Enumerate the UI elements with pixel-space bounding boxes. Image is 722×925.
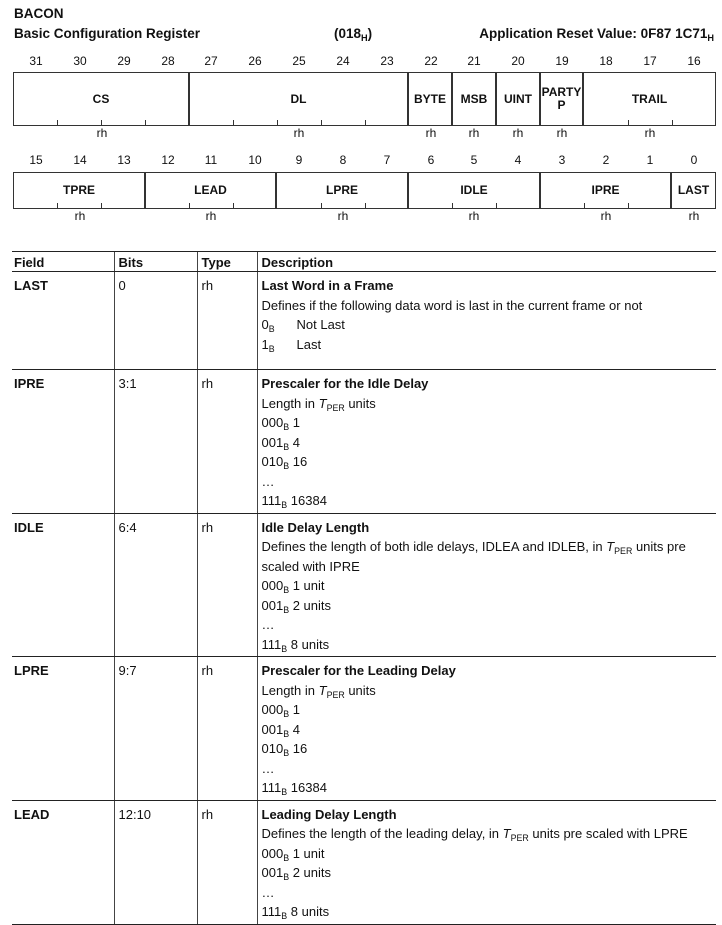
- register-upper: [14, 72, 716, 126]
- field-cell-last: [671, 172, 716, 209]
- register-offset: $(018_H)$: [334, 26, 373, 44]
- type-row-lower: [14, 209, 716, 223]
- bit-number: 27: [204, 54, 218, 68]
- field-label: BYTE: [413, 91, 446, 106]
- field-type: rh: [468, 126, 480, 140]
- desc-ellipsis: …: [261, 884, 275, 900]
- register-full-name: Basic Configuration Register: [14, 26, 201, 41]
- reset-value: [479, 26, 714, 44]
- field-cell-msb: [452, 72, 496, 126]
- field-type: rh: [74, 209, 86, 223]
- row-bits: 3:1: [114, 370, 197, 514]
- bit-number: 25: [292, 54, 306, 68]
- desc-value: $0_B$ Not Last: [261, 317, 345, 335]
- row-type: rh: [197, 657, 257, 801]
- field-type: rh: [205, 209, 217, 223]
- bit-numbers-lower: [14, 153, 716, 167]
- field-type: rh: [688, 209, 700, 223]
- row-field: LAST: [12, 272, 114, 370]
- row-description: [257, 657, 716, 801]
- bit-number: 4: [514, 153, 522, 167]
- table-header-row: [12, 252, 716, 272]
- table-row: [12, 370, 716, 514]
- register-lower: [14, 172, 716, 209]
- bit-number: 3: [558, 153, 566, 167]
- field-type: rh: [425, 126, 437, 140]
- desc-line: Defines if the following data word is last in the current frame or not: [261, 297, 643, 313]
- row-type: rh: [197, 513, 257, 657]
- bit-numbers-upper: [14, 54, 716, 68]
- field-label: IPRE: [591, 183, 620, 197]
- header-type: Type: [197, 252, 257, 272]
- desc-title: Last Word in a Frame: [261, 278, 394, 293]
- bit-number: 6: [427, 153, 435, 167]
- bit-number: 18: [599, 54, 613, 68]
- bit-number: 21: [467, 54, 481, 68]
- desc-line: scaled with IPRE: [261, 558, 360, 574]
- desc-title: Prescaler for the Idle Delay: [261, 376, 429, 391]
- bit-number: 23: [380, 54, 394, 68]
- header-field: Field: [12, 252, 114, 272]
- field-cell-dl: [189, 72, 408, 126]
- bit-number: 2: [602, 153, 610, 167]
- desc-value: $010_B$ 16: [261, 454, 308, 472]
- row-description: [257, 370, 716, 514]
- field-cell-cs: [13, 72, 189, 126]
- reset-sub: H: [707, 33, 714, 44]
- field-cell-lpre: [276, 172, 408, 209]
- row-field: LEAD: [12, 800, 114, 924]
- row-type: rh: [197, 272, 257, 370]
- row-field: IDLE: [12, 513, 114, 657]
- row-bits: 6:4: [114, 513, 197, 657]
- field-cell-uint: [496, 72, 540, 126]
- desc-value: $001_B$ 2 units: [261, 597, 332, 615]
- desc-ellipsis: …: [261, 617, 275, 632]
- field-type: rh: [96, 126, 108, 140]
- field-label: PARTY P: [541, 85, 582, 112]
- bit-number: 15: [29, 153, 43, 167]
- field-label: TPRE: [62, 183, 95, 197]
- register-name: BACON: [14, 6, 64, 21]
- offset-value: 018: [338, 26, 362, 41]
- field-cell-lead: [145, 172, 276, 209]
- field-cell-tpre: [13, 172, 145, 209]
- field-type: rh: [293, 126, 305, 140]
- bit-number: 30: [73, 54, 87, 68]
- field-type: rh: [512, 126, 524, 140]
- row-type: rh: [197, 370, 257, 514]
- header-bits: Bits: [114, 252, 197, 272]
- row-description: [257, 800, 716, 924]
- desc-value: $001_B$ 4: [261, 721, 300, 739]
- bit-number: 11: [204, 153, 218, 167]
- desc-value: $111_B$ 16384: [261, 493, 327, 511]
- bit-number: 31: [29, 54, 43, 68]
- row-description: [257, 513, 716, 657]
- desc-line: Length in $T_{PER}$ units: [261, 682, 376, 700]
- row-bits: 0: [114, 272, 197, 370]
- bit-number: 24: [336, 54, 350, 68]
- bit-number: 28: [161, 54, 175, 68]
- field-type: rh: [337, 209, 349, 223]
- desc-ellipsis: …: [261, 473, 275, 489]
- desc-title: Leading Delay Length: [261, 806, 397, 822]
- table-row: [12, 513, 716, 657]
- desc-value: $1_B$ Last: [261, 336, 322, 354]
- field-label: DL: [290, 91, 307, 106]
- bit-number: 12: [161, 153, 175, 167]
- desc-line: Defines the length of both idle delays, IDLEA and IDLEB, in $T_{PER}$ units pre: [261, 539, 686, 557]
- desc-value: $001_B$ 4: [261, 434, 300, 452]
- offset-sub: H: [361, 33, 368, 44]
- field-cell-idle: [408, 172, 540, 209]
- table-row: [12, 657, 716, 801]
- bit-number: 20: [511, 54, 525, 68]
- field-table: [12, 251, 716, 925]
- desc-value: $010_B$ 16: [261, 741, 308, 759]
- bit-number: 1: [646, 153, 654, 167]
- row-bits: 9:7: [114, 657, 197, 801]
- bit-number: 29: [117, 54, 131, 68]
- bit-number: 13: [117, 153, 131, 167]
- row-field: LPRE: [12, 657, 114, 801]
- bit-number: 9: [295, 153, 303, 167]
- desc-value: $000_B$ 1: [261, 415, 300, 433]
- desc-value: $111_B$ 16384: [261, 780, 327, 798]
- desc-value: $000_B$ 1 unit: [261, 845, 325, 863]
- row-field: IPRE: [12, 370, 114, 514]
- row-bits: 12:10: [114, 800, 197, 924]
- desc-value: $000_B$ 1 unit: [261, 578, 325, 596]
- field-label: CS: [92, 91, 110, 106]
- field-type: rh: [600, 209, 612, 223]
- bit-number: 5: [470, 153, 478, 167]
- field-cell-trail: [583, 72, 716, 126]
- type-row-upper: [14, 126, 716, 140]
- bit-number: 19: [555, 54, 569, 68]
- row-description: [257, 272, 716, 370]
- bit-number: 22: [424, 54, 438, 68]
- field-label: MSB: [460, 91, 488, 106]
- desc-title: Idle Delay Length: [261, 519, 370, 535]
- reset-label: Application Reset Value: 0F87 1C71: [479, 26, 708, 41]
- row-type: rh: [197, 800, 257, 924]
- desc-title: Prescaler for the Leading Delay: [261, 663, 456, 678]
- field-type: rh: [468, 209, 480, 223]
- bit-number: 10: [248, 153, 262, 167]
- bit-number: 26: [248, 54, 262, 68]
- field-label: TRAIL: [631, 91, 668, 106]
- field-label: LPRE: [325, 183, 358, 197]
- bit-number: 0: [690, 153, 698, 167]
- field-label: LEAD: [194, 183, 227, 197]
- field-label: IDLE: [460, 183, 488, 197]
- field-cell-byte: [408, 72, 452, 126]
- field-cell-ipre: [540, 172, 671, 209]
- field-type: rh: [556, 126, 568, 140]
- desc-value: $111_B$ 8 units: [261, 636, 330, 654]
- desc-value: $001_B$ 2 units: [261, 865, 332, 883]
- bit-number: 8: [339, 153, 347, 167]
- desc-line: Defines the length of the leading delay, in $T_{PER}$ units pre scaled with LPRE: [261, 826, 688, 844]
- field-type: rh: [644, 126, 656, 140]
- table-row: [12, 272, 716, 370]
- field-label: LAST: [677, 183, 710, 197]
- table-row: [12, 800, 716, 924]
- bit-number: 7: [383, 153, 391, 167]
- bit-number: 17: [643, 54, 657, 68]
- field-cell-partyp: [540, 72, 583, 126]
- desc-line: Length in $T_{PER}$ units: [261, 395, 376, 413]
- desc-value: $111_B$ 8 units: [261, 904, 330, 922]
- field-label: UINT: [504, 91, 532, 106]
- header-description: Description: [257, 252, 716, 272]
- desc-value: $000_B$ 1: [261, 702, 300, 720]
- bit-number: 16: [687, 54, 701, 68]
- bit-number: 14: [73, 153, 87, 167]
- desc-ellipsis: …: [261, 760, 275, 776]
